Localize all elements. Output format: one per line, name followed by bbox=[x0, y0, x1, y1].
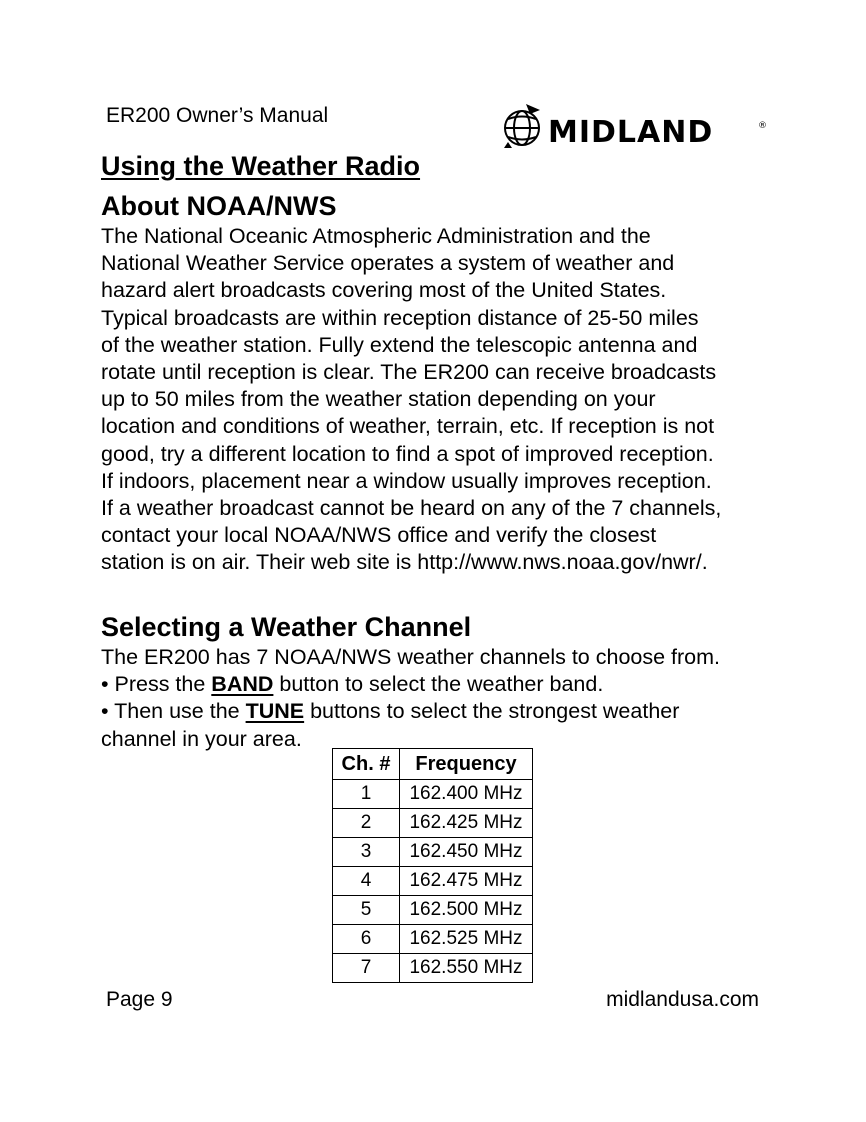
step-tune-continued: channel in your area. bbox=[101, 726, 302, 751]
step-band bbox=[101, 671, 720, 698]
about-line: of the weather station. Fully extend the telescopic antenna and bbox=[101, 332, 698, 357]
about-line: hazard alert broadcasts covering most of the United States. bbox=[101, 278, 667, 303]
table-row bbox=[333, 838, 533, 867]
frequency-table bbox=[332, 748, 533, 983]
about-line: contact your local NOAA/NWS office and verify the closest bbox=[101, 523, 657, 548]
channel-cell: 4 bbox=[333, 867, 400, 896]
about-line: rotate until reception is clear. The ER200 can receive broadcasts bbox=[101, 359, 717, 384]
header-frequency: Frequency bbox=[400, 749, 533, 780]
globe-icon bbox=[496, 98, 766, 154]
midland-logo bbox=[496, 98, 766, 154]
frequency-cell: 162.500 MHz bbox=[400, 896, 533, 925]
table-row bbox=[333, 896, 533, 925]
frequency-cell: 162.450 MHz bbox=[400, 838, 533, 867]
frequency-cell: 162.550 MHz bbox=[400, 954, 533, 983]
about-line: location and conditions of weather, terrain, etc. If reception is not bbox=[101, 414, 715, 439]
website-url: midlandusa.com bbox=[606, 988, 759, 1011]
about-line: up to 50 miles from the weather station depending on your bbox=[101, 387, 656, 412]
about-paragraph bbox=[101, 223, 721, 576]
about-line: The National Oceanic Atmospheric Administration and the bbox=[101, 224, 651, 248]
channel-cell: 6 bbox=[333, 925, 400, 954]
table-header-row bbox=[333, 749, 533, 780]
table-row bbox=[333, 780, 533, 809]
registered-mark: ® bbox=[758, 121, 767, 131]
table-row bbox=[333, 925, 533, 954]
about-line: good, try a different location to find a spot of improved reception. bbox=[101, 441, 714, 466]
table-row bbox=[333, 867, 533, 896]
frequency-cell: 162.425 MHz bbox=[400, 809, 533, 838]
band-key-label: BAND bbox=[211, 672, 274, 697]
channel-cell: 7 bbox=[333, 954, 400, 983]
table-row bbox=[333, 954, 533, 983]
channel-heading: Selecting a Weather Channel bbox=[101, 612, 472, 642]
step-band-suffix: button to select the weather band. bbox=[273, 672, 604, 697]
manual-title: ER200 Owner’s Manual bbox=[106, 104, 329, 127]
channel-cell: 5 bbox=[333, 896, 400, 925]
frequency-cell: 162.475 MHz bbox=[400, 867, 533, 896]
page-number: Page 9 bbox=[106, 988, 173, 1011]
about-line: National Weather Service operates a system of weather and bbox=[101, 251, 675, 276]
about-line: Typical broadcasts are within reception distance of 25-50 miles bbox=[101, 305, 699, 330]
logo-wordmark: MIDLAND bbox=[548, 115, 714, 150]
about-line: If indoors, placement near a window usually improves reception. bbox=[101, 468, 712, 493]
table-row bbox=[333, 809, 533, 838]
channel-paragraph bbox=[101, 644, 720, 753]
about-line: If a weather broadcast cannot be heard on any of the 7 channels, bbox=[101, 495, 722, 520]
tune-key-label: TUNE bbox=[245, 699, 305, 724]
channel-cell: 2 bbox=[333, 809, 400, 838]
channel-cell: 1 bbox=[333, 780, 400, 809]
step-tune bbox=[101, 698, 720, 725]
page-title: Using the Weather Radio bbox=[101, 151, 421, 181]
about-line: station is on air. Their web site is http://www.nws.noaa.gov/nwr/. bbox=[101, 550, 708, 575]
frequency-cell: 162.400 MHz bbox=[400, 780, 533, 809]
about-heading: About NOAA/NWS bbox=[101, 191, 337, 221]
frequency-cell: 162.525 MHz bbox=[400, 925, 533, 954]
header-channel: Ch. # bbox=[333, 749, 400, 780]
step-tune-suffix: buttons to select the strongest weather bbox=[304, 699, 680, 724]
channel-intro: The ER200 has 7 NOAA/NWS weather channels to choose from. bbox=[101, 645, 721, 669]
step-band-prefix: • Press the bbox=[101, 672, 212, 697]
step-tune-prefix: • Then use the bbox=[101, 699, 246, 724]
channel-cell: 3 bbox=[333, 838, 400, 867]
